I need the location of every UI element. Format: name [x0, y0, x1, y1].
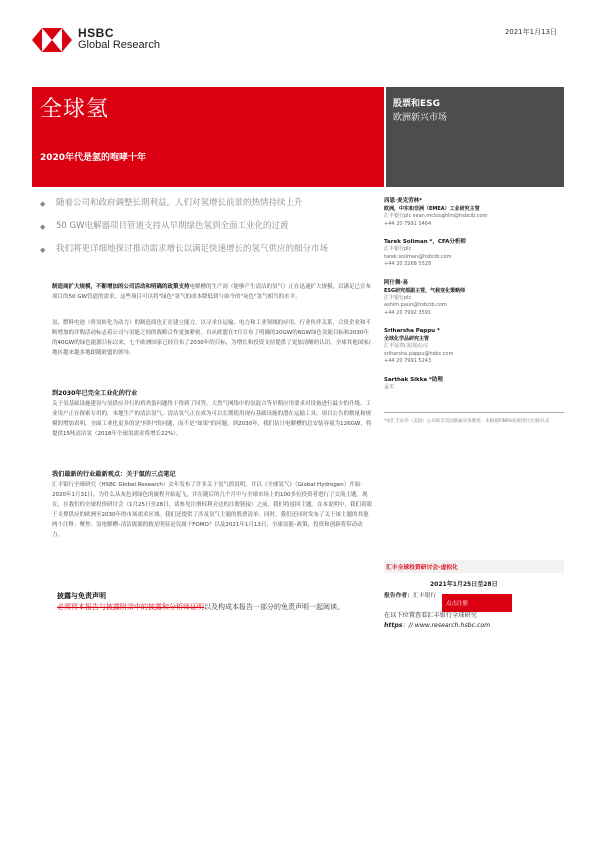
event-date: 2021年1月25日至28日	[430, 581, 498, 588]
brand-name: HSBC	[78, 26, 115, 40]
analyst-card	[384, 279, 564, 318]
analyst-name: Sriharsha Pappu *	[384, 328, 440, 334]
key-point-text: 50 GW电解器项目管道支持从早期绿色氢到全面工业化的过渡	[56, 221, 289, 231]
analyst-footnote: *由汇丰证券（美国）公司的非美国联属实体聘用，未根据FINRA法规进行注册/认证	[384, 419, 550, 424]
report-market: 欧洲新兴市场	[393, 113, 448, 123]
report-date: 2021年1月13日	[504, 28, 557, 36]
analyst-name: 西恩·麦克劳林*	[384, 198, 422, 204]
research-url-rest[interactable]: ：// www.research.hsbc.com	[402, 622, 491, 629]
analyst-list	[384, 197, 564, 401]
analyst-detail[interactable]: sriharsha.pappu@hsbc.com	[384, 350, 454, 357]
analyst-card	[384, 376, 564, 392]
key-point	[40, 242, 370, 256]
analyst-detail: 汇丰银行plc	[384, 246, 412, 252]
analyst-role: 欧洲，中东和非洲（EMEA）工业研究主管	[384, 206, 480, 212]
paragraph-lead: 制造商扩大规模，不断增加的公司活动和明确的政策支持	[52, 284, 190, 290]
disclosure-link[interactable]: 必须将本报告与披露附录中的披露和分析师证明	[57, 603, 204, 611]
section-heading: 我们最新的行业最新观点：关于氢的三点笔记	[52, 471, 176, 478]
report-category: 股票和ESG	[393, 99, 441, 109]
body-paragraph	[52, 282, 372, 302]
register-button-label[interactable]: 点击注册	[446, 601, 469, 607]
analyst-detail: +44 20 7991 3464	[384, 220, 432, 227]
analyst-detail: 汇丰证券(美国)公司	[384, 343, 428, 349]
analyst-detail: +44 20 7991 5243	[384, 358, 432, 364]
event-title[interactable]: 汇丰全球投资研讨会-虚拟化	[386, 565, 458, 571]
analyst-card	[384, 197, 564, 228]
paragraph-text: 电解槽的生产商（能够产生清洁的氢气）正在迅速扩大规模，以满足已宣布项目的50 GW管道的需求，这些项目可以将"绿色"氢气的成本降低到与如今的"灰色"氢气相当的水平。	[52, 284, 372, 300]
research-link-text: 在以下位置查看汇丰银行全球研究	[384, 612, 477, 619]
analyst-card	[384, 327, 564, 366]
key-point-text: 我们将更详细地探讨推动需求增长以满足快速增长的氢气供应的细分市场	[56, 244, 329, 254]
diamond-bullet-icon: ◆	[40, 223, 46, 231]
hsbc-logo	[32, 26, 192, 54]
analyst-name: Tarek Soliman *，CFA分析师	[384, 239, 466, 245]
event-author-label: 报告作者：	[384, 593, 413, 599]
research-url[interactable]	[384, 620, 564, 629]
analyst-role: ESG研究部副主管，气候变化策略师	[384, 287, 466, 294]
diamond-bullet-icon: ◆	[40, 200, 46, 208]
analyst-detail: +44 20 7992 3591	[384, 309, 432, 316]
analyst-role: 全球化学品研究主管	[384, 336, 430, 342]
report-subtitle: 2020年代是氢的咆哮十年	[40, 153, 147, 163]
report-title: 全球氢	[40, 97, 110, 122]
event-author-value: 汇丰银行	[413, 593, 437, 599]
body-paragraph: 关于氢基础设施建设与氢供应并行的鸡鸡蛋问题终于得到了回答。大然气网络中的氢混合等早期应用要求对设备进行最少的升级。工业用户正在探索专用的，本地生产的清洁氢气。清洁氢气正在成为可以长期使用现有基础设施的潜在运输工具。项目公告的数量和规模的增加表明，全面工业化更多的是"何时"的问题，而不是"如果"的问题。到2030年，我们估计电解槽的总安装容量为126GW，将提供15吨清洁氢（2018年全球氢需求将增长22%）。	[52, 401, 372, 437]
body-paragraph: 氢、燃料电池（将氢转化为动力）的制造商也正在建立能力，以寻求在运输、电力和工业领域的应用。行业伙伴关系，合资企业和不断增加的并购活动标志着公司与氢能之间的战略合作更加紧密。自从欧盟在7月宣布了明确的20GW的6GW绿色氢能目标和2030年的40GW的绿色能源目标以来，七个欧洲国家已经宣布了2030年的目标，为增长和投资支持提供了更加清晰的认识。全球其他国家/地区越来越多地跟随欧盟的领导。	[52, 320, 372, 356]
analyst-detail[interactable]: 汇丰银行plc sean.mcloughlin@hsbcib.com	[384, 213, 488, 219]
brand-subtitle: Global Research	[78, 39, 160, 51]
disclosure-heading: 披露与免责声明	[57, 592, 106, 600]
analyst-detail: +44 20 3268 5528	[384, 261, 432, 267]
key-points	[40, 196, 370, 265]
disclosure-text	[57, 602, 357, 613]
disclosure-rest: 以及构成本报告一部分的免责声明一起阅读。	[204, 603, 344, 611]
analyst-detail: 汇丰银行plc	[384, 294, 412, 301]
research-url-scheme[interactable]: https	[384, 622, 403, 629]
divider	[384, 412, 564, 413]
body-paragraph: 汇丰银行全球研究（HSBC Global Research）去年发布了许多关于氢气的说明，并以《全球氢气》（Global Hydrogen）开始：2020年1月31日，为什么从灰色到绿色的旅程开始起飞，并在随后的几个月中与全球市场上的100多位投资者进行了交流主题。现在，在我们的全球投资研讨会（1月25日至28日，请参见注册权利旁边的注册链接）之前，我们将返回主题。在本说明中，我们着眼于支撑供应的欧洲至2030年的市场需求区域。我们还提供了涉及氢气主题的股票清单。同时，我们还同时发布了关于该主题的其他两个注释：聚焦：氢电解槽–清洁能源的救星明显是仅属于FOMO？以及2021年1月13日，全球氢能–政策，投资和创新将带动动力。	[52, 482, 373, 538]
analyst-detail: 孟买	[384, 383, 395, 390]
analyst-detail[interactable]: ashim.paun@hsbcib.com	[384, 302, 447, 308]
section-heading: 到2030年已完全工业化的行业	[52, 390, 138, 397]
analyst-name: 阿什舞·易	[384, 279, 409, 286]
key-point-text: 随着公司和政府调整长期利益，人们对氢增长前景的热情持续上升	[56, 198, 303, 208]
diamond-bullet-icon: ◆	[40, 246, 46, 254]
key-point	[40, 196, 370, 210]
hsbc-hexagon-icon	[32, 28, 72, 52]
analyst-detail[interactable]: tarek.soliman@hsbcib.com	[384, 253, 452, 260]
key-point	[40, 219, 370, 233]
analyst-name: Sarthak Sikka *助理	[384, 376, 443, 383]
analyst-card	[384, 238, 564, 269]
